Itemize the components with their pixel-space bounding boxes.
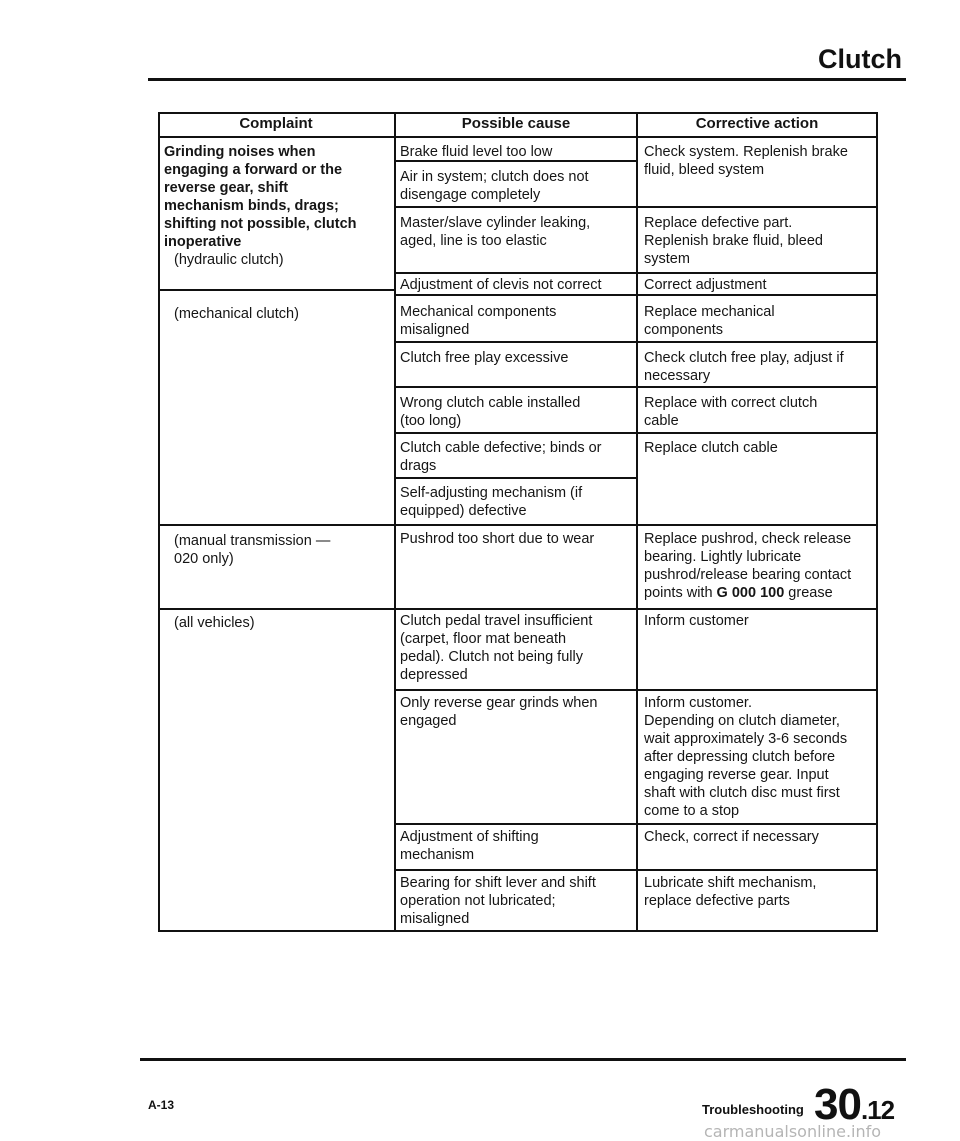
action-line: Check system. Replenish brake: [644, 144, 848, 160]
complaint-subtype: (hydraulic clutch): [174, 252, 284, 268]
cause-line: misaligned: [400, 322, 470, 338]
cause-line: mechanism: [400, 847, 475, 863]
grease-part-number: G 000 100: [716, 585, 785, 601]
action-cell: [644, 349, 876, 385]
cause-sep: [394, 386, 878, 388]
watermark-text: carmanualsonline.info: [704, 1122, 882, 1141]
action-line: components: [644, 322, 723, 338]
complaint-manual: [174, 532, 392, 568]
cause-line: (carpet, floor mat beneath: [400, 631, 567, 647]
cause-sep: [394, 341, 878, 343]
action-cell: [644, 143, 876, 179]
cause-line: Pushrod too short due to wear: [400, 531, 595, 547]
cause-cell: [400, 828, 634, 864]
footer-code: A-13: [148, 1098, 175, 1112]
action-line: fluid, bleed system: [644, 162, 765, 178]
table-top-border: [158, 112, 878, 114]
cause-cell: [400, 874, 634, 928]
action-line: Replenish brake fluid, bleed: [644, 233, 823, 249]
cause-cell: [400, 694, 634, 730]
action-line: bearing. Lightly lubricate: [644, 549, 802, 565]
cause-line: misaligned: [400, 911, 470, 927]
action-cell: [644, 303, 876, 339]
action-line: engaging reverse gear. Input: [644, 767, 829, 783]
action-cell: [644, 276, 876, 294]
complaint-line: reverse gear, shift: [164, 180, 289, 196]
cause-line: Clutch free play excessive: [400, 350, 569, 366]
cause-line: disengage completely: [400, 187, 541, 203]
cause-line: Adjustment of shifting: [400, 829, 539, 845]
complaint-line: engaging a forward or the: [164, 162, 343, 178]
cause-cell: [400, 303, 634, 339]
cause-cell: [400, 349, 634, 367]
cause-cell: [400, 530, 634, 548]
cause-line: Bearing for shift lever and shift: [400, 875, 596, 891]
cause-line: operation not lubricated;: [400, 893, 556, 909]
action-line: Check clutch free play, adjust if: [644, 350, 844, 366]
col-divider-1: [394, 112, 396, 932]
troubleshooting-table: [158, 112, 878, 932]
action-line: Replace with correct clutch: [644, 395, 818, 411]
complaint-hydraulic: [164, 143, 392, 269]
cause-line: pedal). Clutch not being fully: [400, 649, 583, 665]
complaint-line: 020 only): [174, 551, 234, 567]
cause-sep: [394, 206, 636, 208]
action-line: Correct adjustment: [644, 277, 767, 293]
footer-section-label: Troubleshooting: [702, 1102, 804, 1117]
action-line: Replace clutch cable: [644, 440, 778, 456]
table-bottom-border: [158, 930, 878, 932]
action-line: Replace defective part.: [644, 215, 793, 231]
page-header-title: Clutch: [818, 44, 902, 74]
action-line: pushrod/release bearing contact: [644, 567, 852, 583]
grease-suffix: grease: [784, 585, 833, 601]
action-line: Depending on clutch diameter,: [644, 713, 840, 729]
cause-sep: [394, 432, 878, 434]
complaint-all-vehicles: (all vehicles): [174, 615, 255, 631]
col-header-cause: Possible cause: [461, 115, 571, 132]
action-cell: [644, 694, 876, 820]
cause-line: Air in system; clutch does not: [400, 169, 589, 185]
cause-line: depressed: [400, 667, 468, 683]
cause-sep: [394, 272, 878, 274]
grease-prefix: points with: [644, 585, 717, 601]
cause-cell: [400, 143, 634, 161]
action-line: Replace mechanical: [644, 304, 775, 320]
action-line: shaft with clutch disc must first: [644, 785, 840, 801]
complaint-line: (manual transmission —: [174, 533, 331, 549]
action-line: Lubricate shift mechanism,: [644, 875, 817, 891]
cause-sep: [394, 869, 878, 871]
cause-line: Wrong clutch cable installed: [400, 395, 581, 411]
page-major: 30: [814, 1080, 861, 1129]
cause-line: Adjustment of clevis not correct: [400, 277, 602, 293]
cause-line: Self-adjusting mechanism (if: [400, 485, 583, 501]
action-cell: [644, 214, 876, 268]
col-header-complaint: Complaint: [239, 115, 313, 132]
complaint-line: Grinding noises when: [164, 144, 316, 160]
header-rule: [148, 78, 906, 81]
col-divider-2: [636, 112, 638, 932]
cause-line: Clutch pedal travel insufficient: [400, 613, 593, 629]
cause-cell: [400, 168, 634, 204]
table-right-border: [876, 112, 878, 932]
complaint-line: mechanism binds, drags;: [164, 198, 339, 214]
action-line: replace defective parts: [644, 893, 790, 909]
action-cell: [644, 874, 876, 910]
header-underline: [158, 136, 878, 138]
col-header-action: Corrective action: [695, 115, 819, 132]
complaint-line: shifting not possible, clutch: [164, 216, 357, 232]
cause-line: engaged: [400, 713, 457, 729]
cause-cell: [400, 439, 634, 475]
cause-line: Clutch cable defective; binds or: [400, 440, 602, 456]
cause-line: (too long): [400, 413, 462, 429]
complaint-sep-1: [158, 289, 394, 291]
action-line: after depressing clutch before: [644, 749, 836, 765]
cause-sep: [394, 477, 636, 479]
action-cell: [644, 439, 876, 457]
cause-sep: [394, 689, 878, 691]
cause-sep: [394, 294, 878, 296]
action-line: Check, correct if necessary: [644, 829, 819, 845]
table-left-border: [158, 112, 160, 932]
action-line: Inform customer.: [644, 695, 752, 711]
cause-line: equipped) defective: [400, 503, 527, 519]
cause-sep: [158, 524, 878, 526]
cause-cell: [400, 612, 634, 684]
cause-sep: [394, 823, 878, 825]
action-line: cable: [644, 413, 679, 429]
action-cell: [644, 530, 876, 602]
cause-line: Master/slave cylinder leaking,: [400, 215, 591, 231]
page-minor: .12: [860, 1095, 895, 1125]
cause-line: Mechanical components: [400, 304, 557, 320]
action-line: come to a stop: [644, 803, 740, 819]
cause-line: drags: [400, 458, 437, 474]
cause-line: aged, line is too elastic: [400, 233, 547, 249]
complaint-mechanical: (mechanical clutch): [174, 306, 299, 322]
cause-line: Brake fluid level too low: [400, 144, 553, 160]
cause-cell: [400, 276, 634, 294]
action-line-grease: [644, 584, 876, 602]
cause-sep: [158, 608, 878, 610]
footer-rule: [140, 1058, 906, 1061]
action-cell: [644, 612, 876, 630]
cause-cell: [400, 484, 634, 520]
action-cell: [644, 828, 876, 846]
cause-cell: [400, 394, 634, 430]
action-line: necessary: [644, 368, 711, 384]
cause-line: Only reverse gear grinds when: [400, 695, 598, 711]
action-sep: [636, 206, 878, 208]
action-line: Inform customer: [644, 613, 749, 629]
action-cell: [644, 394, 876, 430]
complaint-line: inoperative: [164, 234, 242, 250]
action-line: Replace pushrod, check release: [644, 531, 852, 547]
action-line: system: [644, 251, 690, 267]
action-line: wait approximately 3-6 seconds: [644, 731, 848, 747]
cause-cell: [400, 214, 634, 250]
